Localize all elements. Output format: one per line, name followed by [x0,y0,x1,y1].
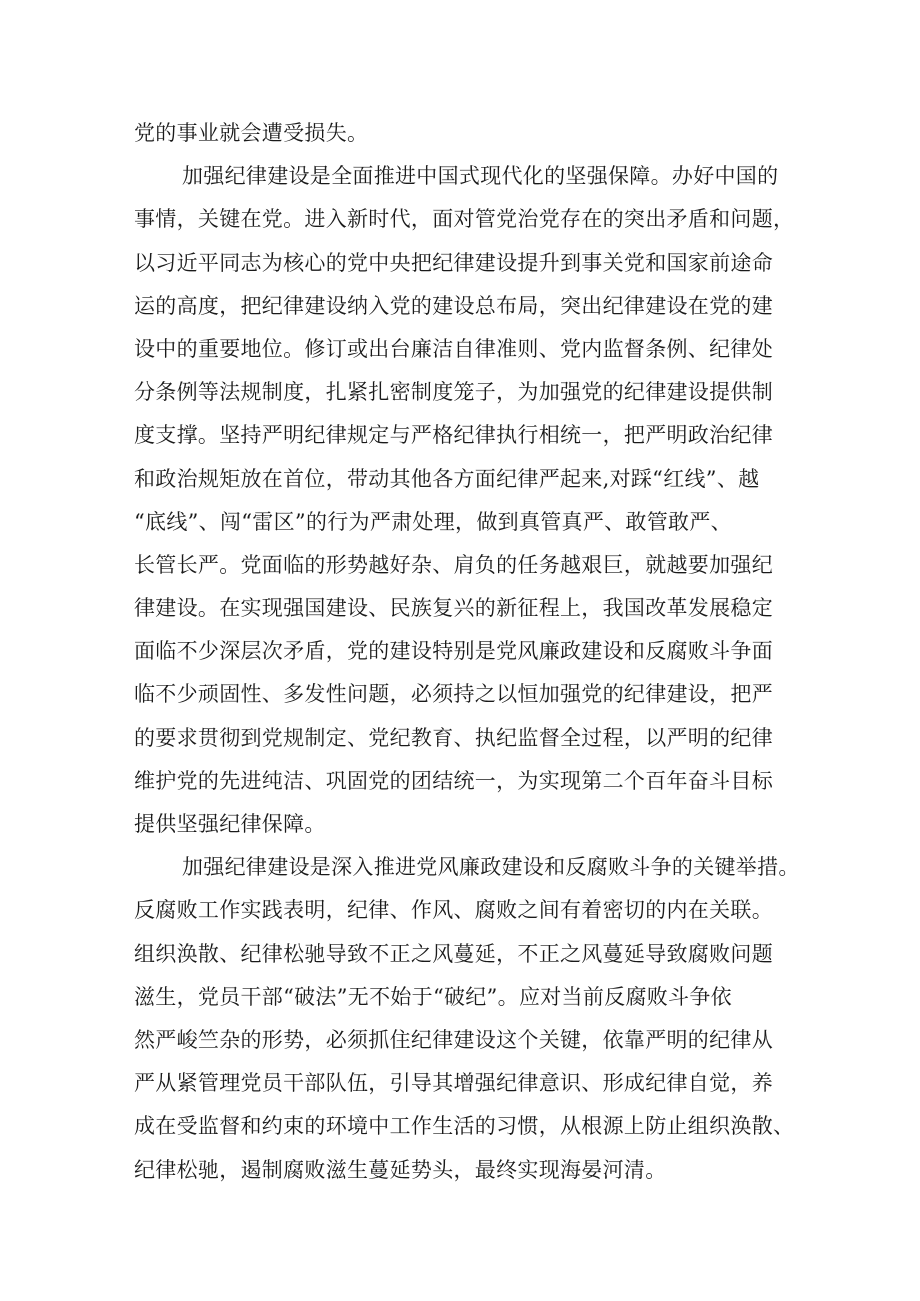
document-body [134,112,802,1192]
text-line: “底线”、闯“雷区”的行为严肃处理，做到真管真严、敢管敢严、 [134,509,732,534]
text-line: 设中的重要地位。修订或出台廉洁自律准则、党内监督条例、纪律处 [134,336,773,361]
paragraph-1 [134,112,802,155]
text-line: 律建设。在实现强国建设、民族复兴的新征程上，我国改革发展稳定 [134,596,773,621]
paragraph-2 [134,155,802,846]
text-line: 临不少顽固性、多发性问题，必须持之以恒加强党的纪律建设，把严 [134,682,773,707]
text-line: 的要求贯彻到党规制定、党纪教育、执纪监督全过程，以严明的纪律 [134,725,773,750]
paragraph-3 [134,846,802,1192]
text-line: 以习近平同志为核心的党中央把纪律建设提升到事关党和国家前途命 [134,250,773,275]
text-line: 事情，关键在党。进入新时代，面对管党治党存在的突出矛盾和问题， [134,207,795,232]
text-line: 加强纪律建设是全面推进中国式现代化的坚强保障。办好中国的 [182,164,779,189]
text-line: 面临不少深层次矛盾，党的建设特别是党风廉政建设和反腐败斗争面 [134,639,773,664]
text-line: 反腐败工作实践表明，纪律、作风、腐败之间有着密切的内在关联。 [134,898,773,923]
text-line: 加强纪律建设是深入推进党风廉政建设和反腐败斗争的关键举措。 [182,855,800,880]
text-line: 和政治规矩放在首位，带动其他各方面纪律严起来,对踩“红线”、越 [134,466,760,491]
text-line: 滋生，党员干部“破法”无不始于“破纪”。应对当前反腐败斗争依 [134,984,732,1009]
text-line: 严从紧管理党员干部队伍，引导其增强纪律意识、形成纪律自觉，养 [134,1071,773,1096]
text-line: 然严峻竺杂的形势，必须抓住纪律建设这个关键，依靠严明的纪律从 [134,1027,773,1052]
text-line: 成在受监督和约束的环境中工作生活的习惯，从根源上防止组织涣散、 [134,1114,795,1139]
text-line: 度支撑。坚持严明纪律规定与严格纪律执行相统一，把严明政治纪律 [134,423,773,448]
text-line: 纪律松驰，遏制腐败滋生蔓延势头，最终实现海晏河清。 [134,1157,667,1182]
text-line: 组织涣散、纪律松驰导致不正之风蔓延，不正之风蔓延导致腐败问题 [134,941,773,966]
text-line: 运的高度，把纪律建设纳入党的建设总布局，突出纪律建设在党的建 [134,293,773,318]
text-line: 分条例等法规制度，扎紧扎密制度笼子，为加强党的纪律建设提供制 [134,380,773,405]
text-line: 长管长严。党面临的形势越好杂、肩负的任务越艰巨，就越要加强纪 [134,552,773,577]
text-line: 党的事业就会遭受损失。 [134,121,369,145]
text-line: 维护党的先进纯洁、巩固党的团结统一，为实现第二个百年奋斗目标 [134,768,773,793]
text-line: 提供坚强纪律保障。 [134,812,326,836]
